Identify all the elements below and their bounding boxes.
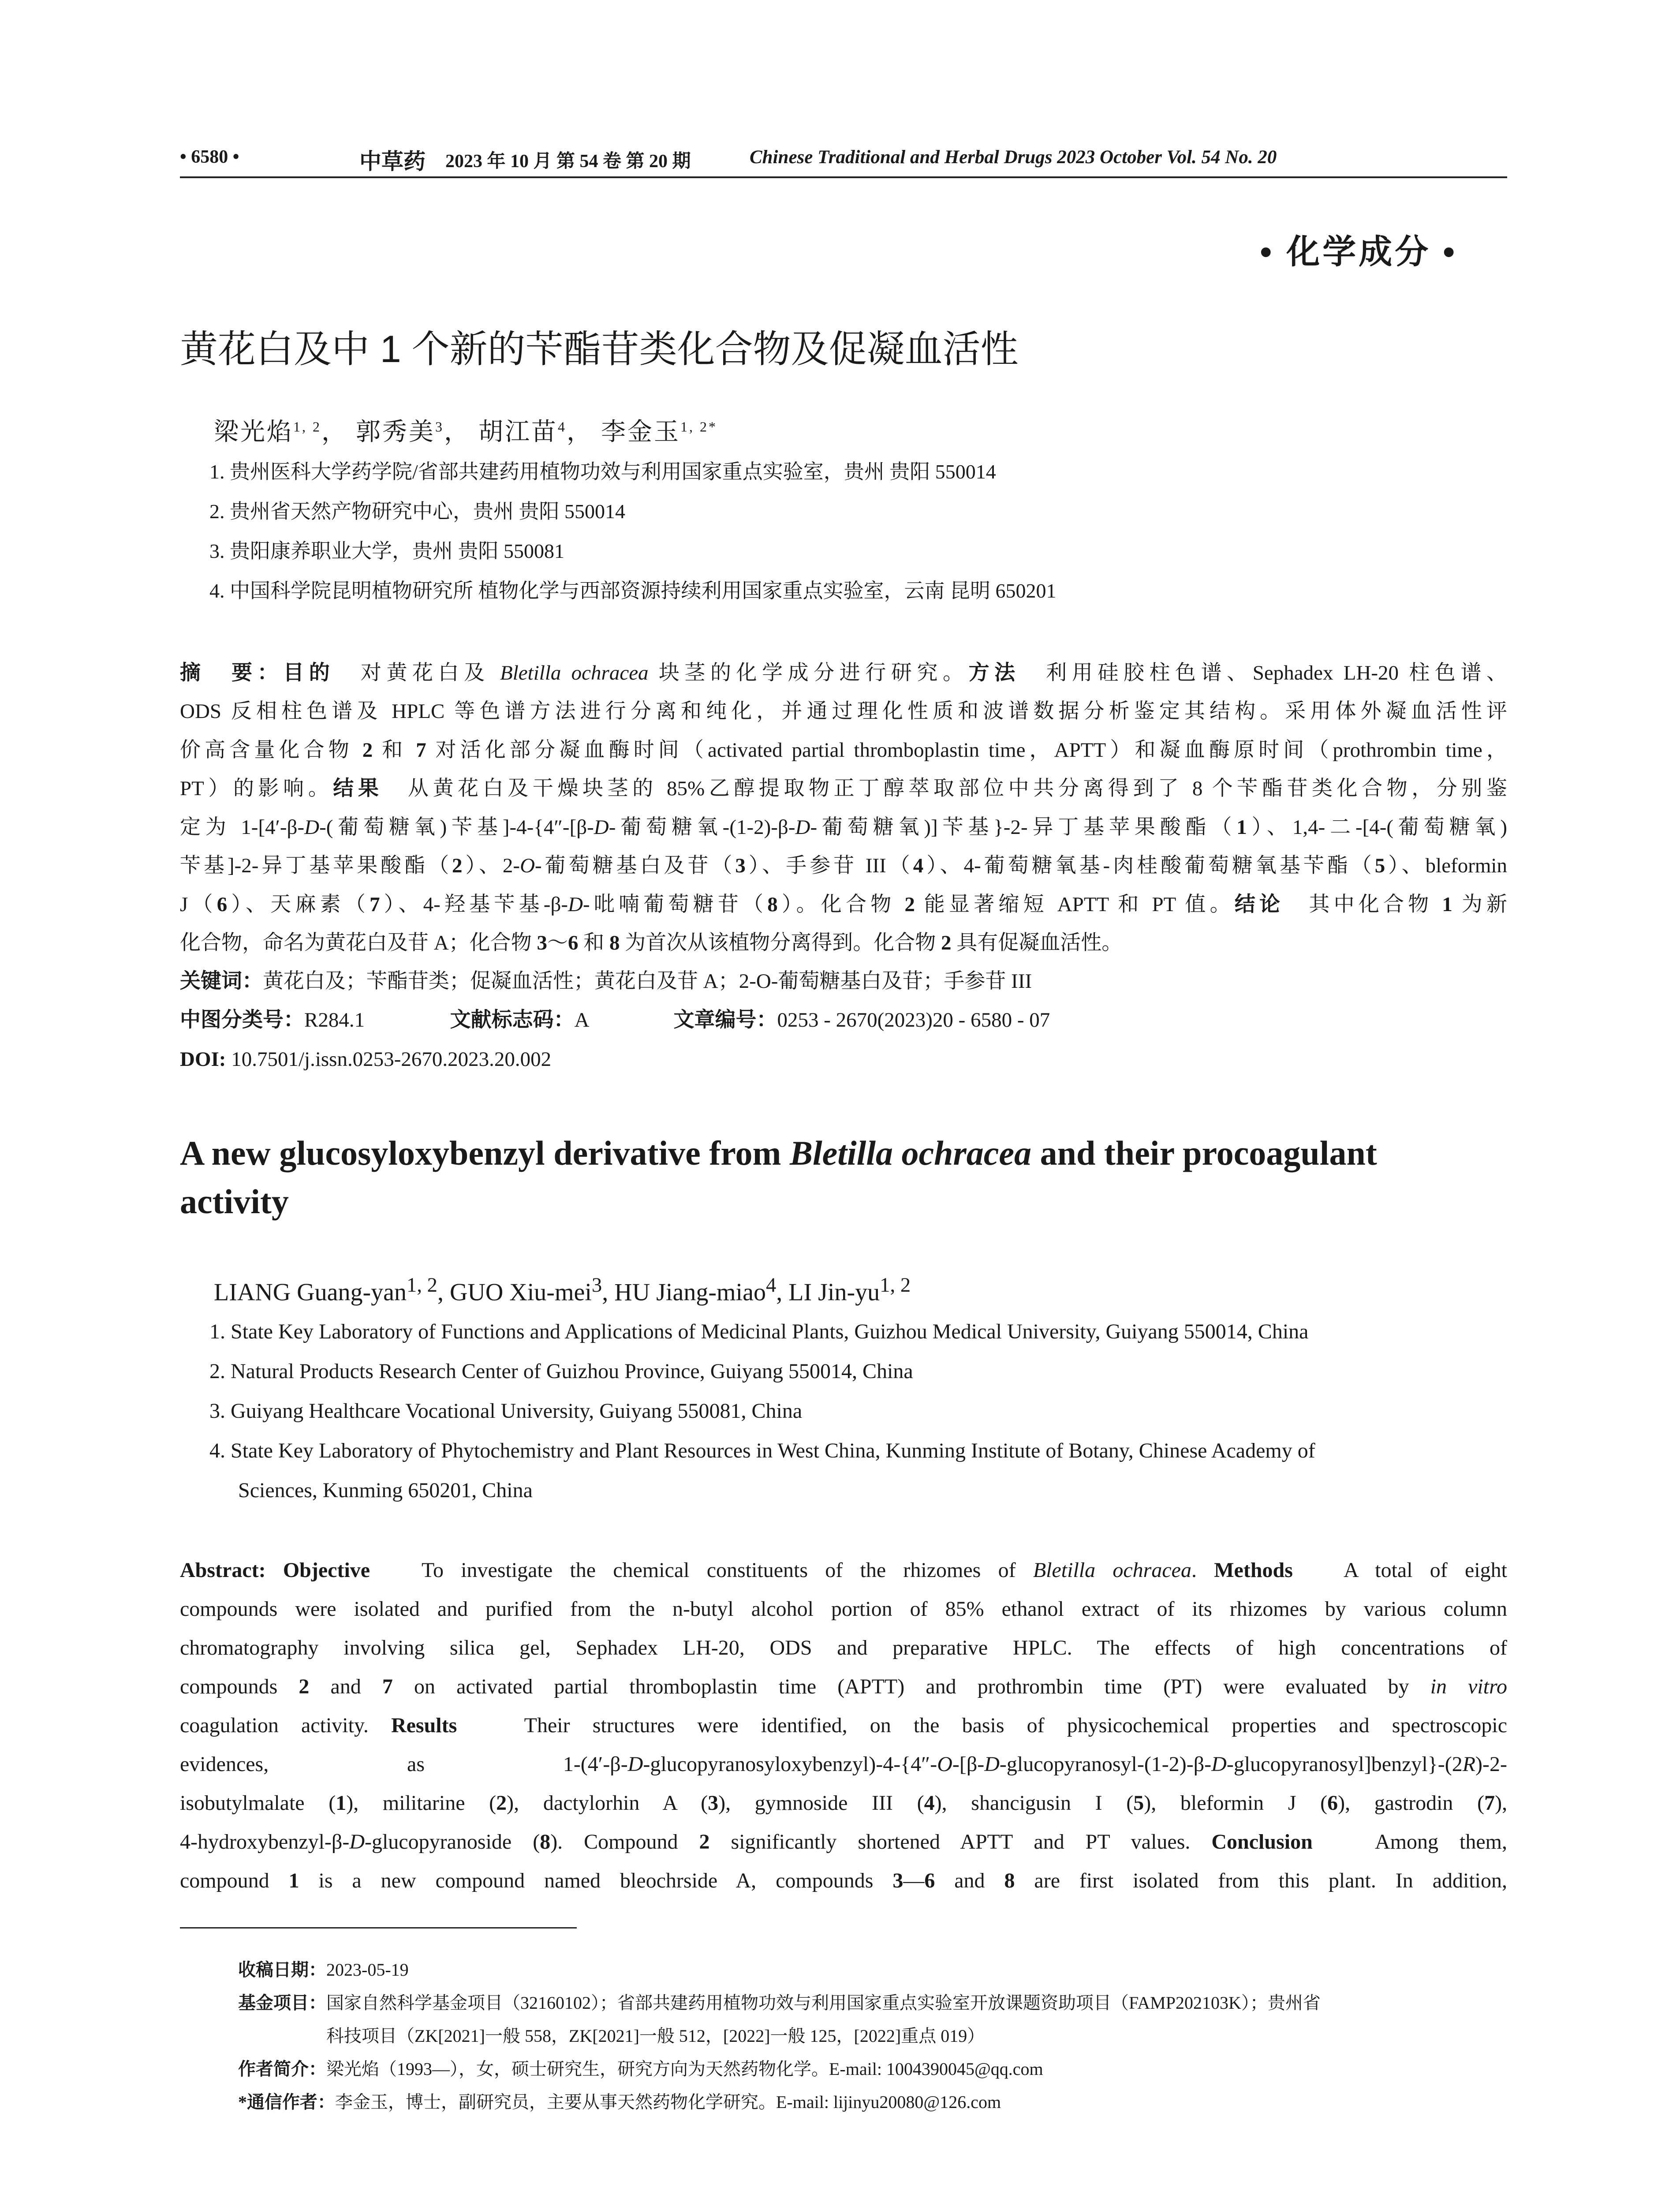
received-date: 2023-05-19 [326,1960,409,1980]
author-cn-sup: 1, 2* [680,419,717,435]
doc-code-value: A [574,1009,588,1031]
title-en-line: A new glucosyloxybenzyl derivative from Bletilla ochracea and their procoagulant [180,1134,1377,1172]
abstract-cn-line: 价高含量化合物 2 和 7 对活化部分凝血酶时间（activated partial thromboplastin time，APTT）和凝血酶原时间（prothrombin time， [180,739,1508,762]
article-number-label: 文章编号： [673,1009,777,1031]
abstract-en-line: compounds were isolated and purified from the n-butyl alcohol portion of 85% ethanol extract of its rhizomes by various column [180,1597,1507,1621]
affiliation-cn: 2. 贵州省天然产物研究中心，贵州 贵阳 550014 [209,500,625,523]
title-en [180,1129,1377,1226]
journal-name-cn: 中草药 [359,148,426,174]
footnote-rule [180,1927,577,1928]
keywords-label: 关键词： [180,970,263,993]
received-label: 收稿日期： [238,1960,326,1980]
header-rule [180,176,1507,178]
footnote-author [238,2057,1043,2081]
author-cn-sup: 1, 2 [293,419,321,435]
section-tag: • 化学成分 • [1260,233,1457,271]
author-cn-sup: 3 [435,419,444,435]
author-cn-name: 梁光焰 [214,419,293,446]
journal-issue-en: Chinese Traditional and Herbal Drugs 2023 October Vol. 54 No. 20 [750,147,1277,168]
abstract-en-line: evidences, as 1-(4′-β-D-glucopyranosyloxybenzyl)-4-{4″-O-[β-D-glucopyranosyl-(1-2)-β-D-glucopyranosyl]benzyl}-(2R)-2- [180,1753,1507,1776]
author-cn-sup: 4 [558,419,567,435]
abstract-cn-line: ODS 反相柱色谱及 HPLC 等色谱方法进行分离和纯化，并通过理化性质和波谱数据分析鉴定其结构。采用体外凝血活性评 [180,700,1507,723]
affiliation-cn: 1. 贵州医科大学药学院/省部共建药用植物功效与利用国家重点实验室，贵州 贵阳 550014 [209,460,996,483]
author-cn-sep: ， [567,419,593,446]
abstract-cn-line: 化合物，命名为黄花白及苷 A；化合物 3～6 和 8 为首次从该植物分离得到。化合物 2 具有促凝血活性。 [180,931,1123,954]
abstract-cn-line: PT）的影响。结果 从黄花白及干燥块茎的 85%乙醇提取物正丁醇萃取部位中共分离得到了 8 个苄酯苷类化合物，分别鉴 [180,777,1508,800]
author-cn-name: 胡江苗 [478,419,558,446]
abstract-en-line: isobutylmalate (1), militarine (2), dactylorhin A (3), gymnoside III (4), shancigusin I (5), bleformin J (6), gastrodin (7), [180,1791,1508,1815]
abstract-cn-line: 定为 1-[4′-β-D-(葡萄糖氧)苄基]-4-{4″-[β-D-葡萄糖氧-(1-2)-β-D-葡萄糖氧)]苄基}-2-异丁基苹果酸酯（1）、1,4-二-[4-(葡萄糖氧) [180,816,1507,839]
author-cn-name: 郭秀美 [356,419,435,446]
affiliation-en: 3. Guiyang Healthcare Vocational University, Guiyang 550081, China [209,1399,803,1423]
author-bio-text: 梁光焰（1993—），女，硕士研究生，研究方向为天然药物化学。E-mail: 1004390045@qq.com [326,2059,1043,2079]
clc-value: R284.1 [304,1009,365,1031]
author-cn-sep: ， [321,419,348,446]
footnote-corresponding [238,2090,1001,2114]
corresponding-text: 李金玉，博士，副研究员，主要从事天然药物化学研究。E-mail: lijinyu20080@126.com [335,2092,1001,2112]
keywords-text: 黄花白及；苄酯苷类；促凝血活性；黄花白及苷 A；2-O-葡萄糖基白及苷；手参苷 III [263,970,1032,993]
doi-value[interactable]: 10.7501/j.issn.0253-2670.2023.20.002 [231,1048,552,1071]
affiliation-en: 4. State Key Laboratory of Phytochemistry and Plant Resources in West China, Kunming Institute of Botany, Chinese Academy of [209,1439,1315,1462]
affiliation-cn: 3. 贵阳康养职业大学，贵州 贵阳 550081 [209,540,564,562]
footnote-received [238,1958,409,1982]
article-number-value: 0253 - 2670(2023)20 - 6580 - 07 [777,1009,1050,1031]
keywords-cn [180,968,1032,994]
corresponding-label: *通信作者： [238,2092,335,2112]
footnote-fund [238,1991,1321,2015]
fund-label: 基金项目： [238,1993,326,2013]
classification-row [180,1007,1507,1033]
affiliation-en: Sciences, Kunming 650201, China [238,1479,533,1502]
page-number: • 6580 • [180,147,239,167]
authors-cn [214,412,717,448]
abstract-en-line: chromatography involving silica gel, Sephadex LH-20, ODS and preparative HPLC. The effects of high concentrations of [180,1636,1507,1659]
affiliation-en: 2. Natural Products Research Center of Guizhou Province, Guiyang 550014, China [209,1360,913,1383]
abstract-cn-line: 苄基]-2-异丁基苹果酸酯（2）、2-O-葡萄糖基白及苷（3）、手参苷 III（4）、4-葡萄糖氧基-肉桂酸葡萄糖氧基苄酯（5）、bleformin [180,854,1507,877]
fund-text: 国家自然科学基金项目（32160102）；省部共建药用植物功效与利用国家重点实验室开放课题资助项目（FAMP202103K）；贵州省 [326,1993,1321,2013]
author-bio-label: 作者简介： [238,2059,326,2079]
abstract-en-line: coagulation activity. Results Their structures were identified, on the basis of physicochemical properties and spectroscopic [180,1714,1507,1737]
footnote-fund-cont: 科技项目（ZK[2021]一般 558，ZK[2021]一般 512，[2022]一般 125，[2022]重点 019） [326,2026,985,2046]
affiliation-en: 1. State Key Laboratory of Functions and Applications of Medicinal Plants, Guizhou Medical University, Guiyang 550014, China [209,1320,1309,1343]
abstract-cn-line: 摘 要：目的 对黄花白及 Bletilla ochracea 块茎的化学成分进行研究。方法 利用硅胶柱色谱、Sephadex LH-20 柱色谱、 [180,662,1508,684]
abstract-en-line: Abstract: Objective To investigate the chemical constituents of the rhizomes of Bletilla ochracea. Methods A total of eight [180,1558,1508,1582]
authors-en: LIANG Guang-yan$^{1, 2}$, GUO Xiu-mei$^3$, HU Jiang-miao$^4$, LI Jin-yu$^{1, 2}$ [214,1274,911,1306]
doi-label: DOI: [180,1048,226,1071]
author-cn-name: 李金玉 [601,419,680,446]
affiliation-cn: 4. 中国科学院昆明植物研究所 植物化学与西部资源持续利用国家重点实验室，云南 昆明 650201 [209,579,1057,602]
author-cn-sep: ， [444,419,470,446]
doc-code-label: 文献标志码： [450,1009,575,1031]
abstract-cn-line: J（6）、天麻素（7）、4-羟基苄基-β-D-吡喃葡萄糖苷（8）。化合物 2 能显著缩短 APTT 和 PT 值。结论 其中化合物 1 为新 [180,893,1508,916]
journal-issue-cn: 2023 年 10 月 第 54 卷 第 20 期 [445,151,691,172]
title-cn: 黄花白及中 1 个新的苄酯苷类化合物及促凝血活性 [180,328,1019,370]
abstract-en-line: 4-hydroxybenzyl-β-D-glucopyranoside (8). Compound 2 significantly shortened APTT and PT values. Conclusion Among them, [180,1830,1508,1854]
title-en-line: activity [180,1182,289,1221]
abstract-en-line: compound 1 is a new compound named bleochrside A, compounds 3—6 and 8 are first isolated from this plant. In addition, [180,1869,1507,1892]
doi [180,1046,551,1073]
abstract-en-line: compounds 2 and 7 on activated partial thromboplastin time (APTT) and prothrombin time (PT) were evaluated by in vitro [180,1675,1508,1698]
clc-label: 中图分类号： [180,1009,304,1031]
